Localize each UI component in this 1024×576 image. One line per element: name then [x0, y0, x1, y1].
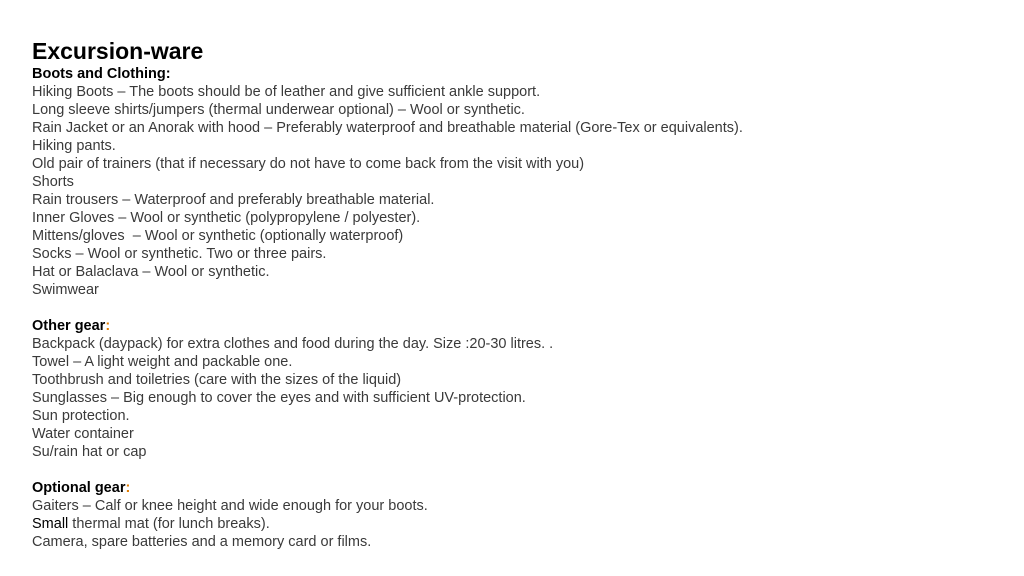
other-gear-heading-colon: :: [105, 318, 111, 334]
other-gear-heading: [32, 317, 1012, 335]
optional-gear-section: [32, 479, 1012, 551]
boots-clothing-heading: Boots and Clothing:: [32, 66, 171, 82]
boots-clothing-list: [32, 83, 1012, 299]
section-spacer: [32, 461, 1012, 479]
boots-clothing-section: [32, 65, 1012, 299]
list-item: Sun protection.: [32, 408, 130, 424]
list-item: Rain Jacket or an Anorak with hood – Preferably waterproof and breathable material (Gore-Tex or equivalents).: [32, 120, 743, 136]
list-item: Water container: [32, 426, 134, 442]
list-item: Old pair of trainers (that if necessary do not have to come back from the visit with you): [32, 156, 585, 172]
list-item: Hiking Boots – The boots should be of leather and give sufficient ankle support.: [32, 84, 541, 100]
list-item: Hat or Balaclava – Wool or synthetic.: [32, 264, 270, 280]
list-item: Gaiters – Calf or knee height and wide enough for your boots.: [32, 498, 428, 514]
list-item-rest: thermal mat (for lunch breaks).: [68, 516, 270, 532]
list-item: Sunglasses – Big enough to cover the eyes and with sufficient UV-protection.: [32, 390, 526, 406]
optional-gear-heading-colon: :: [125, 480, 131, 496]
other-gear-list: [32, 335, 1012, 461]
other-gear-heading-text: Other gear: [32, 318, 106, 334]
list-item: Mittens/gloves – Wool or synthetic (optionally waterproof): [32, 228, 404, 244]
optional-gear-heading-text: Optional gear: [32, 480, 126, 496]
section-spacer: [32, 299, 1012, 317]
list-item: Hiking pants.: [32, 138, 116, 154]
list-item: Backpack (daypack) for extra clothes and food during the day. Size :20-30 litres. .: [32, 336, 554, 352]
list-item: Swimwear: [32, 282, 99, 298]
list-item: Socks – Wool or synthetic. Two or three pairs.: [32, 246, 327, 262]
list-item: Towel – A light weight and packable one.: [32, 354, 293, 370]
list-item: Long sleeve shirts/jumpers (thermal underwear optional) – Wool or synthetic.: [32, 102, 525, 118]
list-item: Camera, spare batteries and a memory card or films.: [32, 534, 372, 550]
list-item: Toothbrush and toiletries (care with the sizes of the liquid): [32, 372, 402, 388]
list-item: Shorts: [32, 174, 74, 190]
optional-gear-heading: [32, 479, 1012, 497]
list-item: Rain trousers – Waterproof and preferably breathable material.: [32, 192, 435, 208]
list-item-lead: Small: [32, 516, 69, 532]
list-item: Inner Gloves – Wool or synthetic (polypropylene / polyester).: [32, 210, 421, 226]
page-title: Excursion-ware: [32, 38, 204, 64]
optional-gear-list: [32, 497, 1012, 551]
list-item: [32, 515, 1012, 533]
list-item: Su/rain hat or cap: [32, 444, 147, 460]
slide-content: [32, 38, 1012, 551]
other-gear-section: [32, 317, 1012, 461]
